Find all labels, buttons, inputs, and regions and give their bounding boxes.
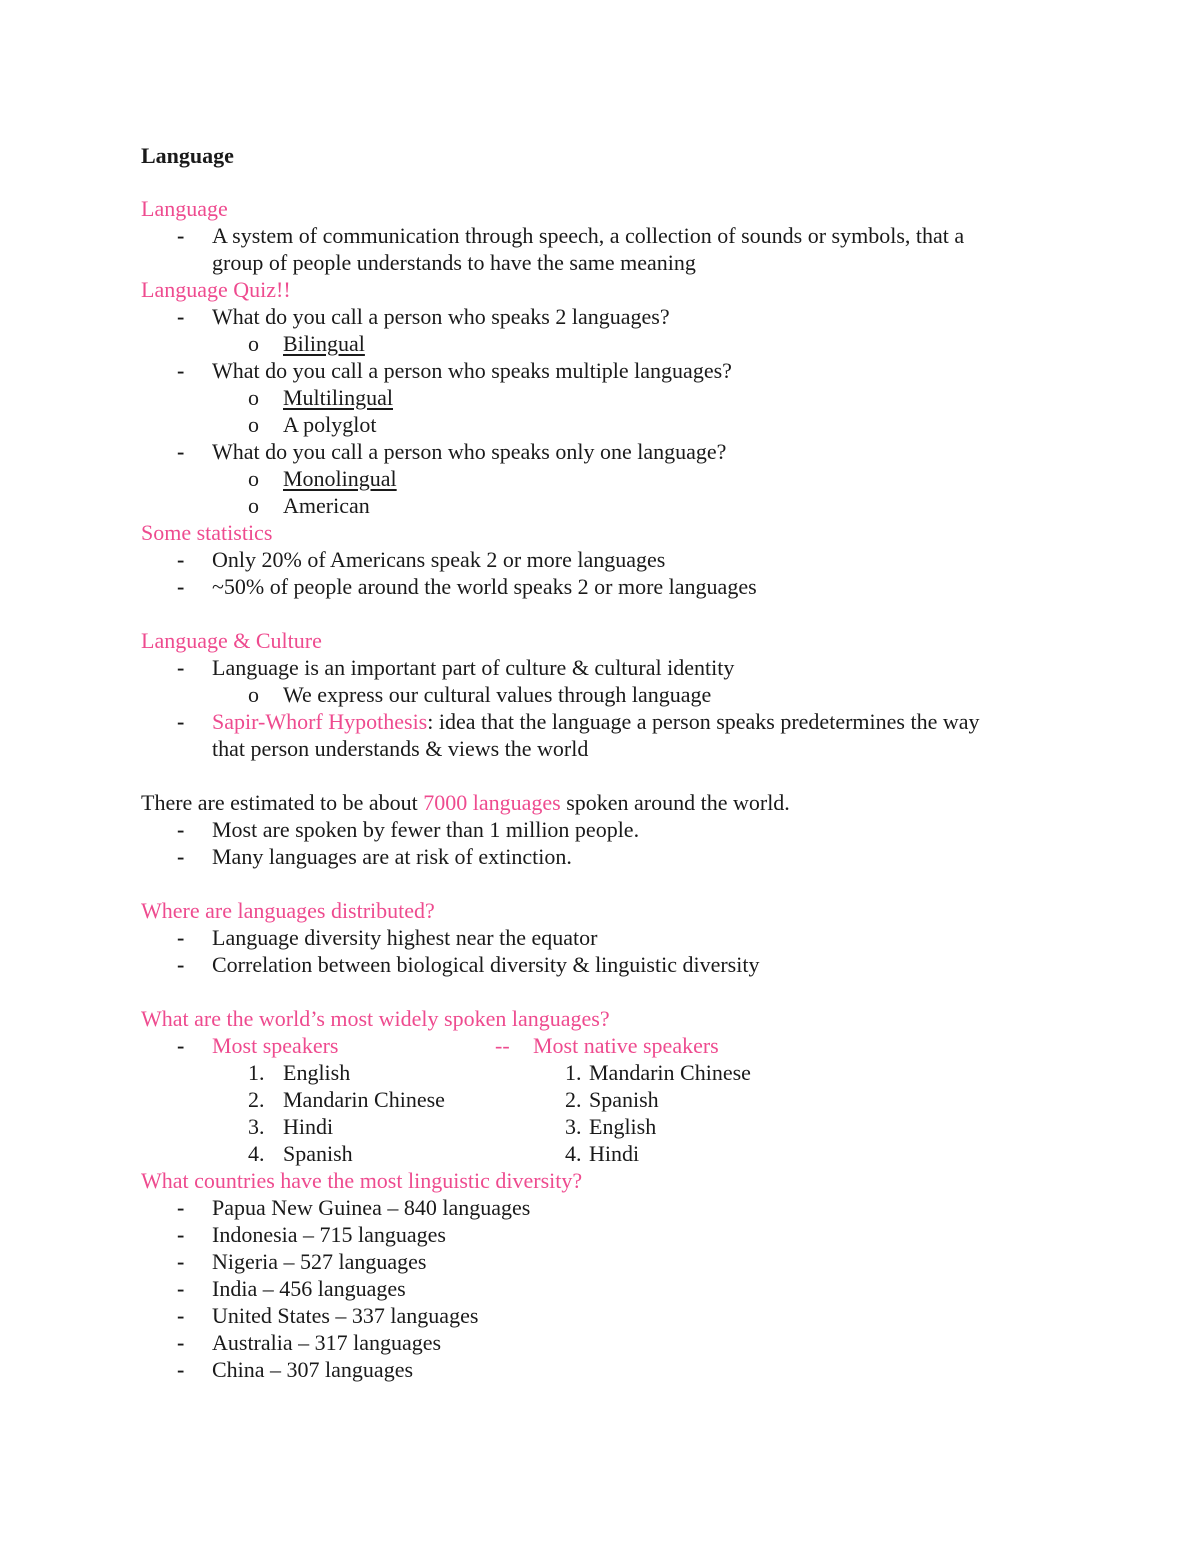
dash-bullet: - <box>177 709 185 734</box>
list-item <box>141 303 1061 330</box>
distribution-point-1: Language diversity highest near the equator <box>212 925 598 950</box>
estimate-text-post: spoken around the world. <box>560 790 790 815</box>
list-item <box>141 1194 1061 1221</box>
list-item <box>141 843 1061 870</box>
sub-list-item <box>141 492 1061 519</box>
list-item <box>141 546 1061 573</box>
country-united-states: United States – 337 languages <box>212 1303 479 1328</box>
dash-bullet: - <box>177 1303 185 1328</box>
quiz-answer-multilingual: Multilingual <box>283 385 393 410</box>
culture-subpoint: We express our cultural values through language <box>283 682 712 707</box>
dash-bullet: - <box>177 655 185 680</box>
list-item-continuation <box>141 735 1061 762</box>
sub-list-item <box>141 384 1061 411</box>
country-india: India – 456 languages <box>212 1276 406 1301</box>
definition-line-2: group of people understands to have the same meaning <box>212 250 696 275</box>
sapir-whorf-line-1 <box>141 708 1061 735</box>
section-heading-language: Language <box>141 196 228 221</box>
country-papua-new-guinea: Papua New Guinea – 840 languages <box>212 1195 531 1220</box>
section-heading-culture: Language & Culture <box>141 628 322 653</box>
dash-bullet: - <box>177 547 185 572</box>
list-item <box>141 438 1061 465</box>
document-title: Language <box>141 143 234 168</box>
sub-list-item <box>141 681 1061 708</box>
list-item <box>141 1356 1061 1383</box>
most-speakers-header: Most speakers <box>212 1033 339 1058</box>
dash-bullet: - <box>177 925 185 950</box>
statistic-world: ~50% of people around the world speaks 2 or more languages <box>212 574 757 599</box>
country-nigeria: Nigeria – 527 languages <box>212 1249 427 1274</box>
dash-bullet: - <box>177 817 185 842</box>
statistic-americans: Only 20% of Americans speak 2 or more languages <box>212 547 666 572</box>
section-heading-widely-spoken: What are the world’s most widely spoken languages? <box>141 1006 610 1031</box>
quiz-question-2: What do you call a person who speaks multiple languages? <box>212 358 732 383</box>
dash-bullet: - <box>177 1222 185 1247</box>
most-speakers-list <box>248 1059 498 1167</box>
estimate-point-1: Most are spoken by fewer than 1 million people. <box>212 817 640 842</box>
list-item: 2. Mandarin Chinese <box>248 1087 445 1112</box>
list-item: 1. English <box>248 1060 351 1085</box>
section-heading-distribution: Where are languages distributed? <box>141 898 435 923</box>
dash-bullet: - <box>177 1330 185 1355</box>
document-page <box>141 141 1061 1383</box>
circle-bullet: o <box>248 331 259 356</box>
list-item <box>141 1221 1061 1248</box>
quiz-answer-monolingual: Monolingual <box>283 466 397 491</box>
list-item <box>141 222 1061 249</box>
culture-point-1: Language is an important part of culture & cultural identity <box>212 655 735 680</box>
list-item <box>141 1329 1061 1356</box>
list-item <box>141 654 1061 681</box>
country-australia: Australia – 317 languages <box>212 1330 442 1355</box>
dash-bullet: - <box>177 439 185 464</box>
sapir-whorf-line-2: that person understands & views the world <box>212 736 589 761</box>
sub-list-item <box>141 465 1061 492</box>
list-item <box>141 1248 1061 1275</box>
sub-list-item <box>141 411 1061 438</box>
dash-bullet: - <box>177 952 185 977</box>
list-item: 4. Hindi <box>565 1141 640 1166</box>
section-heading-quiz: Language Quiz!! <box>141 277 291 302</box>
definition-line-1: A system of communication through speech, a collection of sounds or symbols, that a <box>212 223 965 248</box>
circle-bullet: o <box>248 385 259 410</box>
quiz-question-3: What do you call a person who speaks only one language? <box>212 439 727 464</box>
most-native-speakers-list <box>565 1059 865 1167</box>
most-native-speakers-header: Most native speakers <box>533 1033 719 1058</box>
list-item <box>141 708 1061 735</box>
list-item <box>141 1302 1061 1329</box>
dash-bullet: - <box>177 1276 185 1301</box>
country-china: China – 307 languages <box>212 1357 414 1382</box>
list-item-continuation <box>141 249 1061 276</box>
quiz-answer-polyglot: A polyglot <box>283 412 377 437</box>
list-item <box>141 816 1061 843</box>
dash-bullet: - <box>177 1033 185 1058</box>
list-item: 3. English <box>565 1114 657 1139</box>
column-separator: -- <box>495 1033 510 1058</box>
quiz-answer-bilingual: Bilingual <box>283 331 365 356</box>
country-indonesia: Indonesia – 715 languages <box>212 1222 446 1247</box>
ranked-lists <box>141 1059 1061 1167</box>
estimate-paragraph <box>141 789 1061 816</box>
circle-bullet: o <box>248 466 259 491</box>
dash-bullet: - <box>177 574 185 599</box>
list-item: 3. Hindi <box>248 1114 334 1139</box>
list-item: 4. Spanish <box>248 1141 353 1166</box>
estimate-highlight: 7000 languages <box>423 790 561 815</box>
dash-bullet: - <box>177 1357 185 1382</box>
dash-bullet: - <box>177 223 185 248</box>
sub-list-item <box>141 330 1061 357</box>
circle-bullet: o <box>248 412 259 437</box>
distribution-point-2: Correlation between biological diversity & linguistic diversity <box>212 952 760 977</box>
list-item: 1. Mandarin Chinese <box>565 1060 751 1085</box>
list-item <box>141 357 1061 384</box>
sapir-whorf-definition: : idea that the language a person speaks predetermines the way <box>427 709 980 734</box>
circle-bullet: o <box>248 682 259 707</box>
two-column-header <box>141 1032 1061 1059</box>
dash-bullet: - <box>177 358 185 383</box>
circle-bullet: o <box>248 493 259 518</box>
dash-bullet: - <box>177 844 185 869</box>
section-heading-statistics: Some statistics <box>141 520 273 545</box>
estimate-text-pre: There are estimated to be about <box>141 790 424 815</box>
estimate-point-2: Many languages are at risk of extinction. <box>212 844 572 869</box>
dash-bullet: - <box>177 1195 185 1220</box>
quiz-answer-american: American <box>283 493 370 518</box>
list-item <box>141 951 1061 978</box>
section-heading-linguistic-diversity: What countries have the most linguistic diversity? <box>141 1168 583 1193</box>
list-item: 2. Spanish <box>565 1087 659 1112</box>
list-item <box>141 573 1061 600</box>
dash-bullet: - <box>177 304 185 329</box>
list-item <box>141 1275 1061 1302</box>
dash-bullet: - <box>177 1249 185 1274</box>
list-item <box>141 924 1061 951</box>
quiz-question-1: What do you call a person who speaks 2 languages? <box>212 304 670 329</box>
sapir-whorf-term: Sapir-Whorf Hypothesis <box>212 709 428 734</box>
